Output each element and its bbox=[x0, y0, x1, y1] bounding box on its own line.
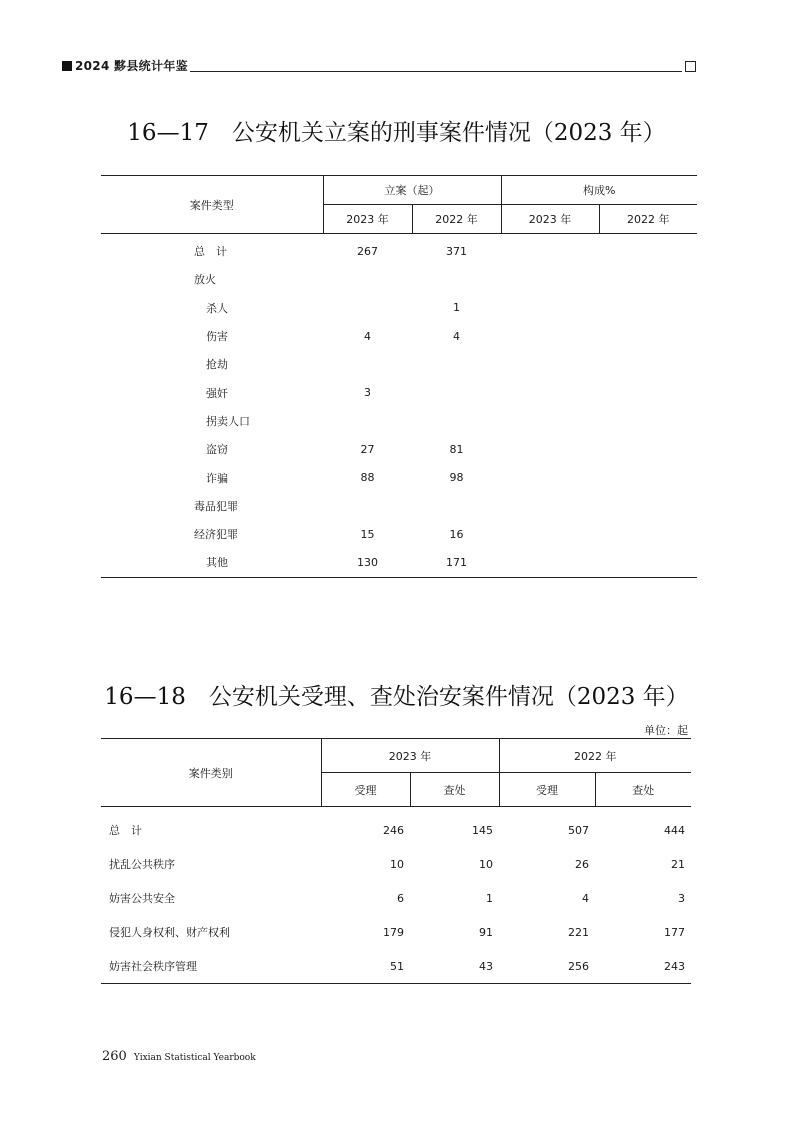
cell-handled-2023: 145 bbox=[472, 823, 493, 837]
cell-handled-2023: 10 bbox=[479, 857, 493, 871]
page-number: 260 bbox=[102, 1049, 127, 1064]
table-row bbox=[101, 407, 697, 435]
row-label: 强奸 bbox=[206, 386, 228, 400]
cell-share-2022 bbox=[599, 294, 697, 322]
row-label: 诈骗 bbox=[206, 471, 228, 485]
cell-share-2023 bbox=[501, 322, 599, 350]
cell-share-2023 bbox=[501, 294, 599, 322]
page-footer bbox=[102, 1045, 256, 1064]
table-row bbox=[101, 548, 697, 577]
header-accepted: 受理 bbox=[321, 773, 410, 807]
header-accepted: 受理 bbox=[499, 773, 595, 807]
unit-label: 单位：起 bbox=[644, 724, 688, 737]
cell-handled-2023: 1 bbox=[486, 891, 493, 905]
cell-share-2023 bbox=[501, 463, 599, 491]
cell-filed-2023: 4 bbox=[364, 329, 371, 343]
row-label: 其他 bbox=[101, 548, 323, 577]
row-label: 总 计 bbox=[109, 824, 142, 837]
cell-share-2022 bbox=[599, 435, 697, 463]
cell-share-2023 bbox=[501, 265, 599, 293]
cell-share-2023 bbox=[501, 378, 599, 406]
cell-filed-2023 bbox=[323, 265, 412, 293]
cell-accepted-2022: 221 bbox=[568, 925, 589, 939]
cell-share-2022 bbox=[599, 463, 697, 491]
cell-accepted-2022: 26 bbox=[575, 857, 589, 871]
table-row bbox=[101, 435, 697, 463]
row-label: 拐卖人口 bbox=[206, 414, 250, 428]
yearbook-title: 2024 黟县统计年鉴 bbox=[75, 59, 188, 73]
table-row bbox=[101, 378, 697, 406]
header-year: 2022 年 bbox=[412, 205, 501, 234]
public-security-cases-table bbox=[101, 738, 691, 984]
table2-title: 16—18 公安机关受理、查处治安案件情况（2023 年） bbox=[104, 684, 689, 710]
header-filed-cases: 立案（起） bbox=[323, 176, 501, 205]
row-label: 放火 bbox=[194, 273, 216, 287]
cell-filed-2022 bbox=[412, 350, 501, 378]
cell-share-2023 bbox=[501, 520, 599, 548]
cell-filed-2023: 267 bbox=[357, 244, 378, 258]
table-row bbox=[101, 807, 691, 848]
row-label: 妨害公共安全 bbox=[109, 892, 175, 905]
cell-filed-2022: 4 bbox=[453, 329, 460, 343]
header-handled: 查处 bbox=[410, 773, 499, 807]
table1-title: 16—17 公安机关立案的刑事案件情况（2023 年） bbox=[127, 120, 666, 146]
cell-handled-2023: 43 bbox=[410, 949, 499, 984]
cell-share-2023 bbox=[501, 350, 599, 378]
cell-filed-2023 bbox=[323, 492, 412, 520]
cell-accepted-2023: 179 bbox=[383, 925, 404, 939]
table-row bbox=[101, 881, 691, 915]
row-label: 抢劫 bbox=[206, 358, 228, 372]
cell-filed-2023 bbox=[323, 294, 412, 322]
cell-filed-2023: 130 bbox=[323, 548, 412, 577]
row-label: 伤害 bbox=[206, 330, 228, 344]
table-row bbox=[101, 265, 697, 293]
cell-share-2022 bbox=[599, 322, 697, 350]
cell-filed-2022 bbox=[412, 378, 501, 406]
running-header bbox=[62, 58, 698, 74]
cell-handled-2022: 243 bbox=[595, 949, 691, 984]
table-row bbox=[101, 492, 697, 520]
row-label: 总 计 bbox=[194, 245, 227, 259]
cell-share-2022 bbox=[599, 492, 697, 520]
cell-accepted-2023: 10 bbox=[390, 857, 404, 871]
cell-accepted-2023: 6 bbox=[397, 891, 404, 905]
table-row bbox=[101, 520, 697, 548]
cell-share-2023 bbox=[501, 234, 599, 266]
cell-share-2022 bbox=[599, 407, 697, 435]
cell-filed-2023 bbox=[323, 407, 412, 435]
header-year: 2022 年 bbox=[599, 205, 697, 234]
table-row bbox=[101, 463, 697, 491]
cell-share-2022 bbox=[599, 378, 697, 406]
cell-filed-2023 bbox=[323, 350, 412, 378]
table-row bbox=[101, 949, 691, 984]
row-label: 经济犯罪 bbox=[194, 528, 238, 542]
cell-share-2022 bbox=[599, 548, 697, 577]
cell-share-2022 bbox=[599, 234, 697, 266]
cell-accepted-2022: 4 bbox=[582, 891, 589, 905]
row-label: 杀人 bbox=[206, 301, 228, 315]
cell-share-2022 bbox=[599, 520, 697, 548]
table-row bbox=[101, 915, 691, 949]
cell-filed-2022 bbox=[412, 407, 501, 435]
table-row bbox=[101, 234, 697, 266]
cell-share-2023 bbox=[501, 548, 599, 577]
cell-filed-2023: 3 bbox=[364, 386, 371, 400]
cell-filed-2022: 371 bbox=[446, 244, 467, 258]
cell-handled-2022: 444 bbox=[664, 823, 685, 837]
row-label: 毒品犯罪 bbox=[194, 499, 238, 513]
row-label: 扰乱公共秩序 bbox=[109, 858, 175, 871]
header-case-type: 案件类型 bbox=[101, 176, 323, 234]
cell-handled-2022: 3 bbox=[678, 891, 685, 905]
cell-filed-2022: 171 bbox=[412, 548, 501, 577]
row-label: 盗窃 bbox=[206, 443, 228, 457]
cell-share-2022 bbox=[599, 265, 697, 293]
cell-accepted-2022: 256 bbox=[499, 949, 595, 984]
cell-filed-2022 bbox=[412, 492, 501, 520]
header-year-2023: 2023 年 bbox=[321, 739, 499, 773]
cell-share-2023 bbox=[501, 435, 599, 463]
cell-filed-2022: 1 bbox=[453, 301, 460, 315]
header-year: 2023 年 bbox=[323, 205, 412, 234]
cell-filed-2022: 98 bbox=[449, 471, 464, 485]
cell-accepted-2023: 246 bbox=[383, 823, 404, 837]
cell-share-2023 bbox=[501, 492, 599, 520]
square-bullet-icon bbox=[62, 61, 72, 71]
cell-handled-2022: 177 bbox=[664, 925, 685, 939]
cell-accepted-2022: 507 bbox=[568, 823, 589, 837]
cell-handled-2022: 21 bbox=[671, 857, 685, 871]
book-title-en: Yixian Statistical Yearbook bbox=[133, 1053, 256, 1063]
cell-filed-2023: 27 bbox=[360, 442, 375, 456]
cell-accepted-2023: 51 bbox=[321, 949, 410, 984]
row-label: 侵犯人身权利、财产权利 bbox=[109, 926, 230, 939]
table-row bbox=[101, 350, 697, 378]
cell-filed-2023: 88 bbox=[360, 471, 375, 485]
cell-filed-2022: 16 bbox=[449, 527, 464, 541]
cell-share-2022 bbox=[599, 350, 697, 378]
table-row bbox=[101, 322, 697, 350]
header-year: 2023 年 bbox=[501, 205, 599, 234]
header-handled: 查处 bbox=[595, 773, 691, 807]
table-row bbox=[101, 847, 691, 881]
header-share-percent: 构成% bbox=[501, 176, 697, 205]
header-case-category: 案件类别 bbox=[101, 739, 321, 807]
cell-share-2023 bbox=[501, 407, 599, 435]
table-row bbox=[101, 294, 697, 322]
cell-filed-2022: 81 bbox=[449, 442, 464, 456]
criminal-cases-table bbox=[101, 175, 697, 578]
cell-handled-2023: 91 bbox=[479, 925, 493, 939]
header-rule bbox=[190, 71, 682, 72]
hollow-square-icon bbox=[685, 61, 696, 72]
cell-filed-2022 bbox=[412, 265, 501, 293]
row-label: 妨害社会秩序管理 bbox=[101, 949, 321, 984]
cell-filed-2023: 15 bbox=[360, 527, 375, 541]
header-year-2022: 2022 年 bbox=[499, 739, 691, 773]
